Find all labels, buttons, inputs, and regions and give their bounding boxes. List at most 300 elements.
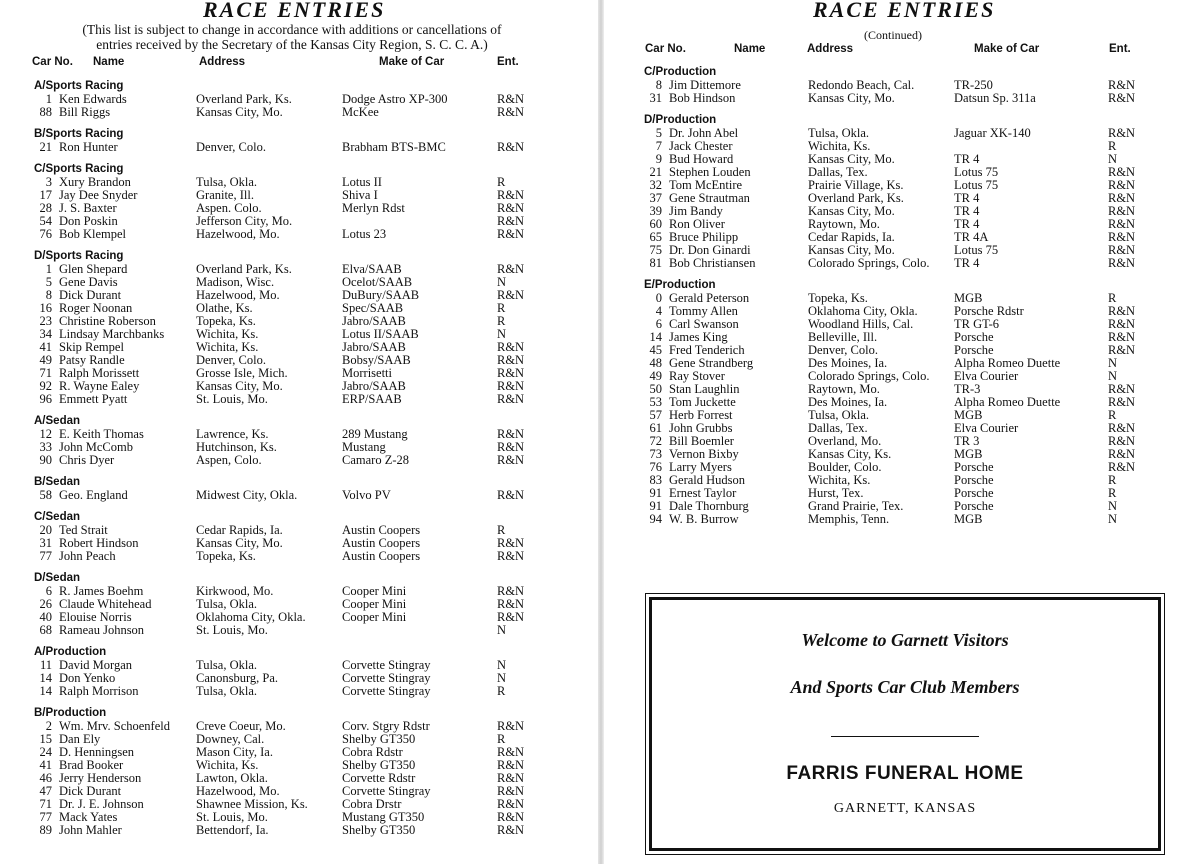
entry-type: R&N (1108, 126, 1136, 140)
car-number: 31 (649, 91, 662, 105)
driver-address: Colorado Springs, Colo. (808, 256, 930, 270)
driver-name: John McComb (59, 440, 133, 454)
car-number: 37 (649, 191, 662, 205)
driver-name: Glen Shepard (59, 262, 128, 276)
class-title: A/Sports Racing (34, 80, 124, 92)
driver-name: Stan Laughlin (669, 382, 740, 396)
car-make: TR 3 (954, 434, 980, 448)
car-number: 57 (649, 408, 662, 422)
entry-type: R&N (497, 427, 525, 441)
entry-type: R&N (1108, 317, 1136, 331)
class-title: D/Sedan (34, 572, 81, 584)
entry-row (34, 454, 574, 467)
entry-type: R&N (497, 584, 525, 598)
car-make: Porsche (954, 486, 994, 500)
car-make: Elva/SAAB (342, 262, 402, 276)
car-number: 91 (649, 486, 662, 500)
driver-name: Carl Swanson (669, 317, 739, 331)
driver-address: St. Louis, Mo. (196, 392, 268, 406)
class-title: B/Sports Racing (34, 128, 124, 140)
advertisement (649, 597, 1161, 851)
car-make: Cooper Mini (342, 597, 407, 611)
driver-name: Tom Juckette (669, 395, 736, 409)
continued-note: (Continued) (864, 28, 922, 42)
header-car-no: Car No. (645, 43, 686, 55)
car-make: Porsche (954, 499, 994, 513)
driver-name: Gene Strandberg (669, 356, 754, 370)
car-make: TR 4 (954, 152, 980, 166)
entry-row (34, 93, 574, 106)
driver-name: Jim Bandy (669, 204, 723, 218)
driver-address: Boulder, Colo. (808, 460, 882, 474)
entry-row (34, 624, 574, 637)
driver-address: Dallas, Tex. (808, 421, 868, 435)
car-number: 4 (655, 304, 662, 318)
entry-type: R (497, 301, 506, 315)
entry-type: R&N (497, 214, 525, 228)
car-number: 32 (649, 178, 662, 192)
driver-name: John Mahler (59, 823, 122, 837)
car-number: 76 (39, 227, 52, 241)
driver-name: Emmett Pyatt (59, 392, 128, 406)
car-number: 89 (39, 823, 52, 837)
driver-name: Robert Hindson (59, 536, 139, 550)
car-make: Elva Courier (954, 369, 1019, 383)
car-make: 289 Mustang (342, 427, 408, 441)
entry-row (34, 141, 574, 154)
driver-address: Lawrence, Ks. (196, 427, 269, 441)
driver-name: Roger Noonan (59, 301, 133, 315)
car-number: 5 (655, 126, 662, 140)
car-number: 40 (39, 610, 52, 624)
entry-type: N (497, 658, 507, 672)
driver-name: Ralph Morissett (59, 366, 140, 380)
car-number: 71 (39, 797, 52, 811)
driver-address: Topeka, Ks. (808, 291, 868, 305)
car-make: DuBury/SAAB (342, 288, 420, 302)
car-make: Alpha Romeo Duette (954, 395, 1061, 409)
driver-name: Gene Strautman (669, 191, 750, 205)
entry-class-section (644, 278, 1164, 526)
driver-name: Dr. Don Ginardi (669, 243, 751, 257)
driver-name: James King (669, 330, 728, 344)
header-ent: Ent. (497, 56, 519, 68)
car-number: 76 (649, 460, 662, 474)
entry-row (644, 257, 1164, 270)
driver-address: Overland, Mo. (808, 434, 882, 448)
car-make: Bobsy/SAAB (342, 353, 411, 367)
intro-note (22, 22, 562, 52)
driver-name: Bud Howard (669, 152, 734, 166)
car-number: 26 (39, 597, 52, 611)
driver-name: Dale Thornburg (669, 499, 749, 513)
car-number: 33 (39, 440, 52, 454)
driver-address: Canonsburg, Pa. (196, 671, 279, 685)
driver-name: David Morgan (59, 658, 133, 672)
class-title: A/Sedan (34, 415, 81, 427)
entry-type: N (1108, 499, 1118, 513)
class-title: C/Sedan (34, 511, 81, 523)
driver-name: Ted Strait (59, 523, 108, 537)
car-make: Shelby GT350 (342, 823, 416, 837)
entry-type: R&N (1108, 460, 1136, 474)
driver-name: Herb Forrest (669, 408, 733, 422)
driver-address: Des Moines, Ia. (808, 356, 888, 370)
ad-business-name: FARRIS FUNERAL HOME (786, 763, 1024, 784)
entry-row (34, 659, 574, 672)
driver-address: Mason City, Ia. (196, 745, 273, 759)
car-number: 60 (649, 217, 662, 231)
driver-address: Granite, Ill. (196, 188, 254, 202)
car-make: Cobra Rdstr (342, 745, 403, 759)
header-address: Address (199, 56, 246, 68)
header-name: Name (93, 56, 125, 68)
driver-address: Olathe, Ks. (196, 301, 253, 315)
ad-welcome-line: Welcome to Garnett Visitors (801, 630, 1009, 650)
driver-name: Bill Boemler (669, 434, 734, 448)
car-number: 53 (649, 395, 662, 409)
driver-name: Lindsay Marchbanks (59, 327, 165, 341)
driver-address: Cedar Rapids, Ia. (808, 230, 895, 244)
car-number: 21 (649, 165, 662, 179)
entry-type: R&N (497, 262, 525, 276)
entry-type: R&N (497, 392, 525, 406)
car-number: 0 (655, 291, 662, 305)
entry-type: N (497, 327, 507, 341)
driver-name: Rameau Johnson (59, 623, 145, 637)
car-make: Merlyn Rdst (342, 201, 405, 215)
entry-type: R&N (497, 758, 525, 772)
car-make: Lotus II (342, 175, 382, 189)
car-make: Corvette Rdstr (342, 771, 416, 785)
entry-type: N (1108, 369, 1118, 383)
entry-type: R&N (1108, 165, 1136, 179)
entry-type: R (1108, 473, 1117, 487)
driver-address: Dallas, Tex. (808, 165, 868, 179)
entry-row (34, 393, 574, 406)
car-make: Jabro/SAAB (342, 379, 406, 393)
car-make: Datsun Sp. 311a (954, 91, 1036, 105)
driver-address: Raytown, Mo. (808, 217, 880, 231)
entry-row (34, 720, 574, 733)
car-make: TR-3 (954, 382, 981, 396)
car-make: Jabro/SAAB (342, 340, 406, 354)
driver-address: Jefferson City, Mo. (196, 214, 293, 228)
entry-type: R&N (497, 379, 525, 393)
driver-address: Topeka, Ks. (196, 549, 256, 563)
car-make: Lotus II/SAAB (342, 327, 419, 341)
driver-name: Claude Whitehead (59, 597, 152, 611)
car-number: 9 (655, 152, 662, 166)
car-number: 41 (39, 758, 52, 772)
entry-type: R&N (1108, 243, 1136, 257)
driver-address: Belleville, Ill. (808, 330, 878, 344)
driver-address: Grand Prairie, Tex. (808, 499, 904, 513)
car-make: Shiva I (342, 188, 378, 202)
car-number: 54 (39, 214, 52, 228)
car-number: 5 (45, 275, 52, 289)
car-make: TR 4 (954, 204, 980, 218)
car-make: Corvette Stingray (342, 684, 431, 698)
driver-address: Madison, Wisc. (196, 275, 275, 289)
driver-address: St. Louis, Mo. (196, 623, 268, 637)
car-make: Austin Coopers (342, 536, 421, 550)
car-make: Lotus 75 (954, 243, 999, 257)
driver-name: R. Wayne Ealey (59, 379, 140, 393)
entries-list (644, 65, 1164, 534)
car-make: Spec/SAAB (342, 301, 404, 315)
entry-type: R&N (497, 227, 525, 241)
car-number: 12 (39, 427, 52, 441)
entry-type: R&N (497, 353, 525, 367)
car-number: 31 (39, 536, 52, 550)
entry-type: R&N (497, 440, 525, 454)
page-title: RACE ENTRIES (203, 0, 386, 22)
entry-row (644, 513, 1164, 526)
entry-class-section (644, 65, 1164, 105)
class-title: A/Production (34, 646, 107, 658)
driver-address: Overland Park, Ks. (196, 92, 292, 106)
entry-type: R (1108, 291, 1117, 305)
driver-address: Grosse Isle, Mich. (196, 366, 288, 380)
entry-type: R&N (497, 92, 525, 106)
driver-address: Kansas City, Mo. (196, 536, 283, 550)
car-number: 48 (649, 356, 662, 370)
car-make: TR 4 (954, 191, 980, 205)
driver-name: John Peach (59, 549, 116, 563)
car-number: 39 (649, 204, 662, 218)
driver-address: Denver, Colo. (808, 343, 878, 357)
entry-type: R&N (1108, 395, 1136, 409)
entry-class-section (34, 645, 574, 698)
car-number: 58 (39, 488, 52, 502)
car-make: Camaro Z-28 (342, 453, 409, 467)
car-number: 96 (39, 392, 52, 406)
entry-type: R&N (1108, 304, 1136, 318)
driver-address: Kansas City, Mo. (196, 105, 283, 119)
class-title: D/Sports Racing (34, 250, 124, 262)
driver-name: E. Keith Thomas (59, 427, 144, 441)
entry-type: N (497, 623, 507, 637)
driver-name: Dick Durant (59, 784, 122, 798)
entry-type: N (1108, 152, 1118, 166)
car-make: Corv. Stgry Rdstr (342, 719, 430, 733)
entry-type: R&N (497, 597, 525, 611)
car-number: 50 (649, 382, 662, 396)
car-number: 14 (39, 671, 52, 685)
car-number: 14 (39, 684, 52, 698)
header-ent: Ent. (1109, 43, 1131, 55)
car-number: 61 (649, 421, 662, 435)
entry-type: R&N (497, 453, 525, 467)
driver-name: Don Yenko (59, 671, 116, 685)
entry-row (644, 92, 1164, 105)
driver-address: Aspen, Colo. (196, 453, 262, 467)
car-make: Porsche (954, 473, 994, 487)
driver-name: Ron Oliver (669, 217, 725, 231)
driver-name: Ernest Taylor (669, 486, 737, 500)
driver-name: Mack Yates (59, 810, 118, 824)
entry-type: R&N (497, 610, 525, 624)
car-make: Ocelot/SAAB (342, 275, 413, 289)
entry-type: R&N (1108, 256, 1136, 270)
entry-type: N (497, 275, 507, 289)
car-make: Dodge Astro XP-300 (342, 92, 448, 106)
driver-address: Woodland Hills, Cal. (808, 317, 914, 331)
car-make: McKee (342, 105, 379, 119)
entry-type: R (1108, 486, 1117, 500)
entry-class-section (34, 127, 574, 154)
driver-name: Jerry Henderson (59, 771, 142, 785)
car-number: 24 (39, 745, 52, 759)
driver-name: Chris Dyer (59, 453, 115, 467)
car-number: 45 (649, 343, 662, 357)
entry-type: R&N (497, 105, 525, 119)
car-number: 20 (39, 523, 52, 537)
car-number: 73 (649, 447, 662, 461)
car-make: Mustang (342, 440, 386, 454)
driver-address: Kansas City, Ks. (808, 447, 892, 461)
car-number: 41 (39, 340, 52, 354)
driver-name: Don Poskin (59, 214, 118, 228)
header-address: Address (807, 43, 854, 55)
driver-name: Xury Brandon (59, 175, 131, 189)
intro-note-line-1: (This list is subject to change in accordance with additions or cancellations of (82, 22, 502, 37)
driver-address: Redondo Beach, Cal. (808, 78, 915, 92)
car-make: Austin Coopers (342, 549, 421, 563)
entry-type: R&N (497, 536, 525, 550)
car-make: MGB (954, 512, 983, 526)
driver-address: Tulsa, Okla. (196, 175, 258, 189)
car-make: MGB (954, 447, 983, 461)
car-make: Porsche (954, 460, 994, 474)
entry-row (34, 550, 574, 563)
driver-name: Dan Ely (59, 732, 101, 746)
driver-name: Wm. Mrv. Schoenfeld (59, 719, 170, 733)
header-name: Name (734, 43, 766, 55)
driver-name: John Grubbs (669, 421, 733, 435)
car-make: Cooper Mini (342, 584, 407, 598)
driver-address: Creve Coeur, Mo. (196, 719, 286, 733)
car-number: 49 (39, 353, 52, 367)
driver-name: W. B. Burrow (669, 512, 739, 526)
entry-type: R&N (497, 488, 525, 502)
car-make: Volvo PV (342, 488, 391, 502)
entry-row (34, 489, 574, 502)
car-make: Morrisetti (342, 366, 392, 380)
entry-type: R&N (497, 784, 525, 798)
car-number: 17 (39, 188, 52, 202)
driver-address: Denver, Colo. (196, 140, 266, 154)
car-make: Alpha Romeo Duette (954, 356, 1061, 370)
car-number: 88 (39, 105, 52, 119)
car-number: 8 (655, 78, 662, 92)
class-title: D/Production (644, 114, 717, 126)
driver-address: Kansas City, Mo. (808, 243, 895, 257)
driver-address: Wichita, Ks. (196, 327, 259, 341)
driver-address: Lawton, Okla. (196, 771, 268, 785)
ad-members-line: And Sports Car Club Members (790, 677, 1020, 697)
driver-address: Hazelwood, Mo. (196, 288, 280, 302)
driver-address: Raytown, Mo. (808, 382, 880, 396)
driver-name: J. S. Baxter (59, 201, 117, 215)
driver-address: Des Moines, Ia. (808, 395, 888, 409)
class-title: B/Sedan (34, 476, 81, 488)
car-make: TR-250 (954, 78, 993, 92)
driver-name: Tom McEntire (669, 178, 743, 192)
driver-address: Bettendorf, Ia. (196, 823, 269, 837)
driver-address: Denver, Colo. (196, 353, 266, 367)
entry-type: R&N (497, 549, 525, 563)
driver-address: Hazelwood, Mo. (196, 784, 280, 798)
driver-address: Kansas City, Mo. (808, 204, 895, 218)
driver-name: Fred Tenderich (669, 343, 745, 357)
entry-type: R&N (1108, 78, 1136, 92)
car-number: 77 (39, 549, 52, 563)
car-number: 7 (655, 139, 662, 153)
driver-address: Colorado Springs, Colo. (808, 369, 930, 383)
car-number: 28 (39, 201, 52, 215)
header-make: Make of Car (379, 56, 445, 68)
driver-address: Kansas City, Mo. (196, 379, 283, 393)
car-number: 68 (39, 623, 52, 637)
driver-address: Shawnee Mission, Ks. (196, 797, 308, 811)
entry-type: R (497, 314, 506, 328)
driver-address: Wichita, Ks. (196, 340, 259, 354)
car-make: Corvette Stingray (342, 658, 431, 672)
car-make: MGB (954, 408, 983, 422)
entry-class-section (34, 414, 574, 467)
driver-name: Gerald Peterson (669, 291, 750, 305)
entry-class-section (34, 162, 574, 241)
entry-type: R&N (497, 823, 525, 837)
car-number: 14 (649, 330, 662, 344)
car-number: 71 (39, 366, 52, 380)
entry-class-section (34, 79, 574, 119)
driver-address: Hutchinson, Ks. (196, 440, 277, 454)
driver-name: Ray Stover (669, 369, 725, 383)
car-number: 6 (655, 317, 662, 331)
car-number: 2 (45, 719, 52, 733)
header-make: Make of Car (974, 43, 1040, 55)
driver-address: Tulsa, Okla. (196, 658, 258, 672)
car-number: 65 (649, 230, 662, 244)
entry-class-section (34, 571, 574, 637)
car-make: Lotus 75 (954, 178, 999, 192)
entry-type: R&N (1108, 447, 1136, 461)
driver-name: Dr. John Abel (669, 126, 739, 140)
driver-address: Tulsa, Okla. (808, 408, 870, 422)
driver-address: Wichita, Ks. (808, 139, 871, 153)
class-title: C/Sports Racing (34, 163, 124, 175)
driver-name: Ken Edwards (59, 92, 127, 106)
driver-address: St. Louis, Mo. (196, 810, 268, 824)
entry-type: R&N (1108, 178, 1136, 192)
driver-name: Larry Myers (669, 460, 732, 474)
driver-address: Oklahoma City, Okla. (196, 610, 306, 624)
car-make: TR GT-6 (954, 317, 1000, 331)
entry-type: R&N (1108, 382, 1136, 396)
car-number: 92 (39, 379, 52, 393)
driver-name: Bruce Philipp (669, 230, 739, 244)
car-number: 1 (45, 92, 52, 106)
car-number: 8 (45, 288, 52, 302)
driver-name: Ron Hunter (59, 140, 118, 154)
entry-row (34, 228, 574, 241)
driver-name: Dick Durant (59, 288, 122, 302)
car-make: Porsche (954, 343, 994, 357)
car-number: 1 (45, 262, 52, 276)
